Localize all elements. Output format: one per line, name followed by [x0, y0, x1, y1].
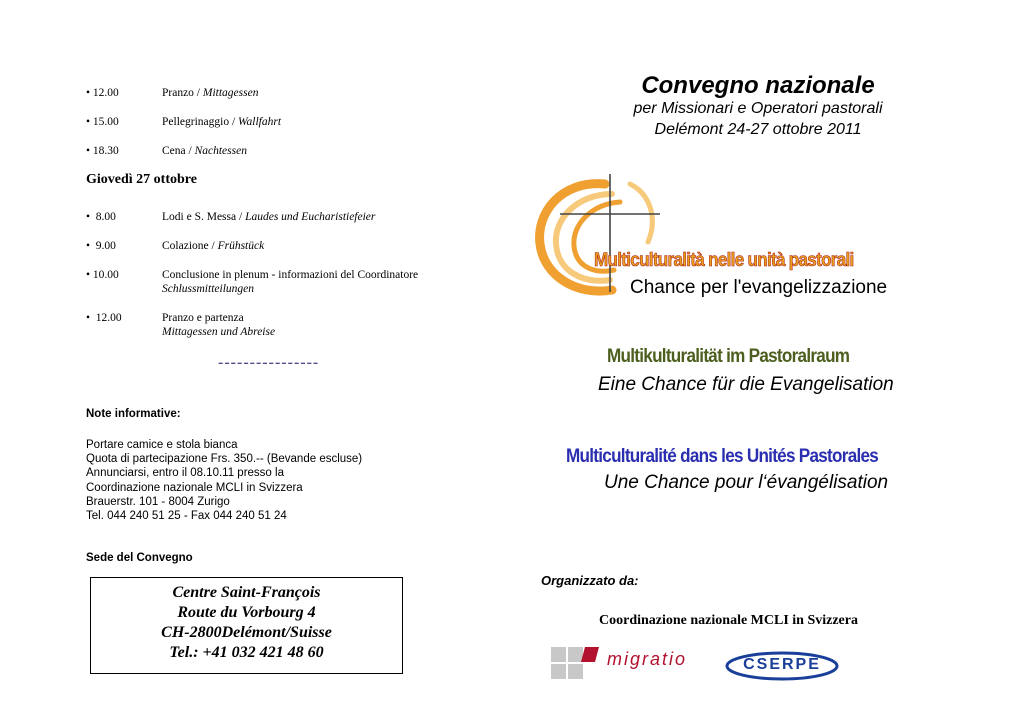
schedule-time: • 18.30: [86, 145, 119, 157]
theme-title-de: Multikulturalität im Pastoralraum: [607, 346, 850, 367]
schedule-time: • 12.00: [86, 312, 122, 324]
schedule-time: • 10.00: [86, 269, 119, 281]
schedule-activity: Pellegrinaggio / Wallfahrt: [162, 116, 282, 128]
schedule-activity: Pranzo / Mittagessen: [162, 87, 259, 99]
schedule-time: • 8.00: [86, 211, 116, 223]
schedule-activity: Cena / Nachtessen: [162, 145, 247, 157]
cserpe-logo: [724, 650, 840, 682]
notes-body: [86, 438, 362, 523]
day-heading: Giovedì 27 ottobre: [86, 172, 197, 187]
note-line: Coordinazione nazionale MCLI in Svizzera: [86, 481, 303, 494]
note-line: Quota di partecipazione Frs. 350.-- (Bevande escluse): [86, 453, 363, 466]
schedule-time: • 9.00: [86, 240, 116, 252]
venue-line: CH-2800Delémont/Suisse: [161, 624, 332, 641]
note-line: Tel. 044 240 51 25 - Fax 044 240 51 24: [86, 510, 287, 523]
theme-subtitle-fr: Une Chance pour l‘évangélisation: [604, 472, 889, 493]
note-line: Portare camice e stola bianca: [86, 439, 238, 451]
schedule-activity: Conclusione in plenum - informazioni del Coordinatore Schlussmitteilungen: [162, 269, 419, 295]
theme-title-fr: Multiculturalité dans les Unités Pastorales: [566, 446, 879, 467]
organizer-label: Organizzato da:: [541, 573, 639, 588]
migratio-wordmark: migratio: [607, 649, 688, 669]
schedule-activity: Colazione / Frühstück: [162, 240, 265, 252]
page-subtitle: per Missionari e Operatori pastorali: [633, 100, 883, 117]
theme-title-it: Multiculturalità nelle unità pastorali: [594, 250, 854, 271]
migratio-squares-icon: [551, 647, 599, 679]
event-dates: Delémont 24-27 ottobre 2011: [654, 121, 862, 138]
venue-line: Route du Vorbourg 4: [177, 604, 316, 621]
note-line: Brauerstr. 101 - 8004 Zurigo: [86, 495, 230, 508]
venue-line: Centre Saint-François: [172, 584, 321, 601]
swirl-graphic: [540, 184, 653, 291]
schedule-time: • 15.00: [86, 116, 119, 128]
note-line: Annunciarsi, entro il 08.10.11 presso la: [86, 467, 284, 480]
venue-line: Tel.: +41 032 421 48 60: [169, 644, 324, 661]
schedule-activity: Lodi e S. Messa / Laudes und Eucharistiefeier: [162, 211, 376, 223]
venue-title: Sede del Convegno: [86, 552, 193, 564]
schedule-time: • 12.00: [86, 87, 119, 99]
schedule-activity: Pranzo e partenza Mittagessen und Abreise: [162, 312, 276, 338]
page-title: Convegno nazionale: [641, 72, 875, 99]
venue-box: [90, 577, 403, 674]
migratio-logo: [551, 647, 701, 679]
separator-dashes: ----------------: [218, 354, 320, 371]
cserpe-wordmark: CSERPE: [743, 656, 821, 673]
theme-subtitle-it: Chance per l'evangelizzazione: [630, 277, 888, 298]
notes-title: Note informative:: [86, 408, 181, 420]
theme-subtitle-de: Eine Chance für die Evangelisation: [598, 374, 894, 395]
organizer-name: Coordinazione nazionale MCLI in Svizzera: [599, 613, 858, 628]
